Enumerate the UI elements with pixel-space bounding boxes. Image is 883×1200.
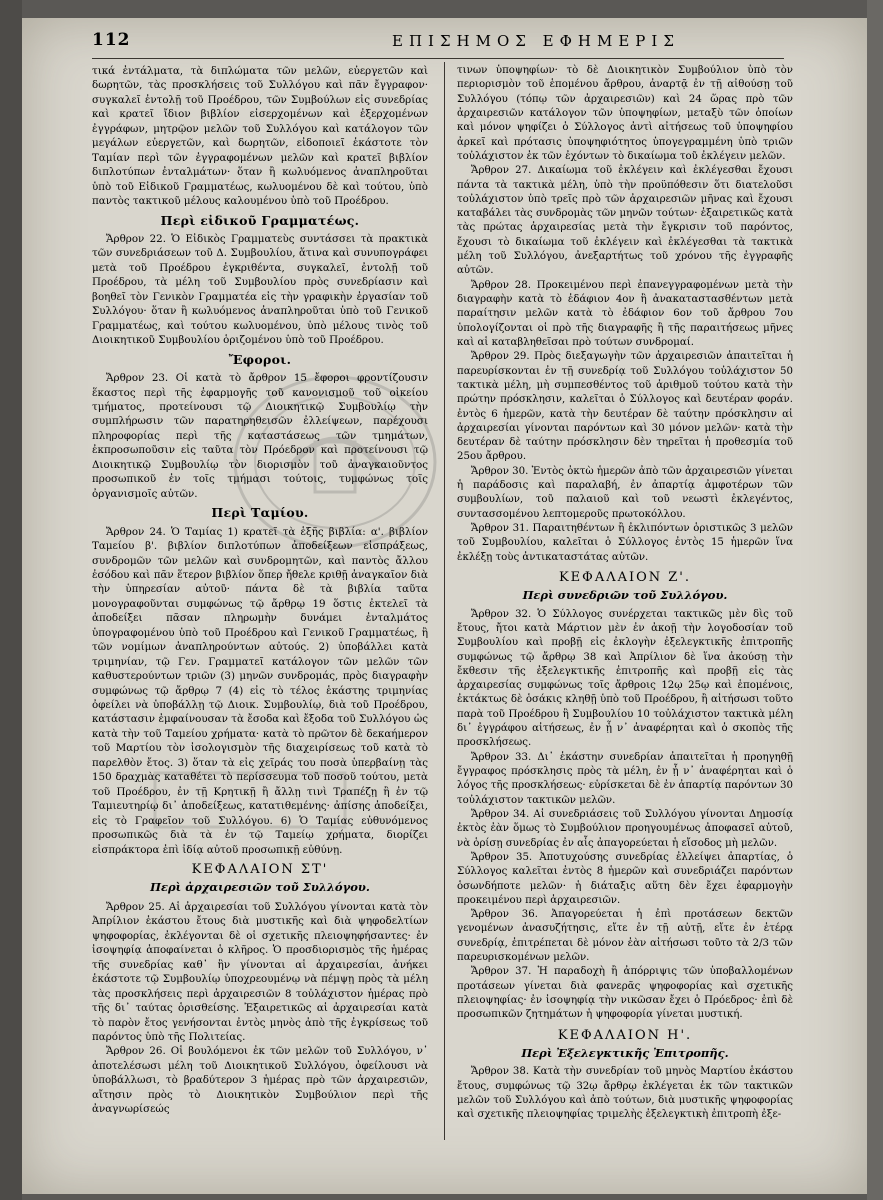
article-28: Ἄρθρον 28. Προκειμένου περὶ ἐπανεγγραφομένων μετὰ τὴν διαγραφὴν κατὰ τὸ ἐδάφιον 4ον ἢ ἀνακαταστασθέντων μετὰ παραίτησιν μελῶν κατὰ τὸ ἐδάφιον 6ον τοῦ ἄρθρου 7ου ὑπολογίζονται οἱ πρὸ τῆς διαγραφῆς ἢ τῆς παραιτήσεως μῆνες καὶ αἱ καταβληθεῖσαι πρὸ τούτων συνδρομαί. [457, 279, 793, 348]
header-rule [92, 58, 784, 59]
running-title: ΕΠΙΣΗΜΟΣ ΕΦΗΜΕΡΙΣ [392, 32, 680, 50]
chapter-heading-6: ΚΕΦΑΛΑΙΟΝ ΣΤ' [191, 862, 329, 878]
chapter-heading-8: ΚΕΦΑΛΑΙΟΝ Η'. [557, 1027, 693, 1043]
section-title-treasurer: Περὶ Ταμίου. [211, 505, 309, 521]
page-number: 112 [92, 30, 131, 50]
chapter-heading-7: ΚΕΦΑΛΑΙΟΝ Ζ'. [558, 569, 692, 585]
article-37: Ἄρθρον 37. Ἡ παραδοχὴ ἢ ἀπόρριψις τῶν ὑποβαλλομένων προτάσεων γίνεται διὰ φανερᾶς ψηφοφορίας καὶ σχετικῆς πλειοψηφίας· ἐν ἰσοψηφίᾳ τὴν νικῶσαν ἔχει ὁ Πρόεδρος· ἐπὶ δὲ προσωπικῶν ζητημάτων ἡ ψηφοφορία γίνεται μυστική. [457, 966, 793, 1021]
article-27: Ἄρθρον 27. Δικαίωμα τοῦ ἐκλέγειν καὶ ἐκλέγεσθαι ἔχουσι πάντα τὰ τακτικὰ μέλη, ὑπὸ τὴν προϋπόθεσιν ὅτι διατελοῦσι τοὐλάχιστον ὑπὸ τρεῖς πρὸ τῶν ἀρχαιρεσιῶν μῆνας καὶ ἔχουσι καταβάλει τὰς συνδρομὰς τῶν μηνῶν τούτων· ἐξαιρετικῶς κατὰ τὰς πρώτας ἀρχαιρεσίας μετὰ τὴν ἔγκρισιν τοῦ παρόντος, ἔχουσι τὸ δικαίωμα τοῦ ἐκλέγειν καὶ ἐκλέγεσθαι τὰ τακτικὰ μέλη τοῦ Συλλόγου, ἀνεξαρτήτως τοῦ χρόνου τῆς ἐγγραφῆς αὐτῶν. [457, 165, 793, 277]
section-title-elections: Περὶ ἀρχαιρεσιῶν τοῦ Συλλόγου. [150, 880, 370, 895]
section-title-meetings: Περὶ συνεδριῶν τοῦ Συλλόγου. [522, 588, 728, 603]
article-26: Ἄρθρον 26. Οἱ βουλόμενοι ἐκ τῶν μελῶν τοῦ Συλλόγου, ν᾽ ἀποτελέσωσι μέλη τοῦ Διοικητικοῦ Συλλόγου, ὀφείλουσι νὰ ὑποβάλλωσι, τὸ βραδύτερον 3 ἡμέρας πρὸ τῶν ἀρχαιρεσιῶν, αἴτησιν πρὸς τὸ Διοικητικὸν Συμβούλιον περὶ τῆς ἀναγνωρίσεώς [92, 1045, 428, 1116]
page-header [92, 30, 782, 56]
article-33: Ἄρθρον 33. Δι᾽ ἑκάστην συνεδρίαν ἀπαιτεῖται ἡ προηγηθῇ ἔγγραφος πρόσκλησις πρὸς τὰ μέλη, ἐν ᾗ ν᾽ ἀναφέρηται καὶ ὁ λόγος τῆς προσκλήσεως· εὑρίσκεται δὲ ἐν ἀπαρτίᾳ παρόντων 30 τοὐλάχιστον τακτικῶν μελῶν. [457, 751, 793, 806]
article-29: Ἄρθρον 29. Πρὸς διεξαγωγὴν τῶν ἀρχαιρεσιῶν ἀπαιτεῖται ἡ παρευρίσκονται ἐν τῇ συνεδρίᾳ τοῦ Συλλόγου τοὐλάχιστον 50 τακτικὰ μέλη, μὴ συμπεσθέντος τοῦ ἀριθμοῦ τούτου κατὰ τὴν πρώτην πρόσκλησιν, καλεῖται ὁ Σύλλογος καὶ δευτέραν φοράν. ἐντὸς 6 ἡμερῶν, κατὰ τὴν δευτέραν δὲ ταύτην πρόσκλησιν αἱ ἀρχαιρεσίαι γίνονται παρόντων καὶ 30 μόνον μελῶν· κατὰ τὴν δευτέραν δὲ ταύτην πρόσκλησιν δὲν τηρεῖται ἡ προθεσμία τοῦ 25ου ἄρθρου. [457, 351, 793, 463]
article-22: Ἄρθρον 22. Ὁ Εἰδικὸς Γραμματεὺς συντάσσει τὰ πρακτικὰ τῶν συνεδριάσεων τοῦ Δ. Συμβουλίου, ἅτινα καὶ συνυπογράφει μετὰ τοῦ Προέδρου ἐγκριθέντα, συγκαλεῖ, ἐντολῇ τοῦ Προέδρου, τὰ μέλη τοῦ Συμβουλίου πρὸς συνεδρίασιν καὶ βοηθεῖ τὸν Γενικὸν Γραμματέα εἰς τὴν γραφικὴν ἐργασίαν τοῦ Συλλόγου· ὅταν ἢ κωλυόμενος ἀναπληροῦται ὑπὸ τοῦ Γενικοῦ Γραμματέως, καὶ τούτου κωλυομένου, ὑπὸ μέλους τινὸς τοῦ Διοικητικοῦ Συμβουλίου ὁριζομένου ὑπὸ τοῦ Προέδρου. [92, 232, 428, 347]
section-title-audit-committee: Περὶ Ἐξελεγκτικῆς Ἐπιτροπῆς. [521, 1045, 729, 1060]
scan-left-edge [0, 0, 22, 1200]
paragraph-continuation: τινων ὑποψηφίων· τὸ δὲ Διοικητικὸν Συμβούλιον ὑπὸ τὸν περιορισμὸν τοῦ ἑπομένου ἄρθρου, ἀναρτᾷ ἐν τῇ αἰθούσῃ τοῦ Συλλόγου (τόπῳ τῶν ἀρχαιρεσιῶν) καὶ 24 ὥρας πρὸ τῶν ἀρχαιρεσιῶν κατάλογον τῶν ὑποψηφίων, μεταξὺ τῶν ὁποίων καὶ μόνον ψηφίζει ὁ Σύλλογος ἀντὶ αἰτήσεως τοῦ ὑποψηφίου ἀρκεῖ καὶ πρότασις ὑποψηφιότητος ὑπογεγραμμένη ὑπὸ τριῶν τοὐλάχιστον ἐκ τῶν ἐχόντων τὸ δικαίωμα τοῦ ἐκλέγειν μελῶν. [457, 65, 793, 162]
section-title-special-secretary: Περὶ εἰδικοῦ Γραμματέως. [160, 212, 360, 228]
article-23: Ἄρθρον 23. Οἱ κατὰ τὸ ἄρθρον 15 ἔφοροι φροντίζουσιν ἕκαστος περὶ τῆς ἐφαρμογῆς τοῦ κανονισμοῦ τοῦ οἰκείου τμήματος, προτείνουσι τῷ Διοικητικῷ Συμβουλίῳ τὴν συμπλήρωσιν τῶν παρατηρηθεισῶν ἐλλείψεων, παρέχουσι πληροφορίας περὶ τῆς καταστάσεως τῶν τμημάτων, ἐκπροσωποῦσιν εἰς ταῦτα τὸν Πρόεδρον καὶ προτείνουσι τῷ Διοικητικῷ Συμβουλίῳ τὸν διορισμὸν τοῦ ἀναγκαιοῦντος προσωπικοῦ ἐν τοῖς τμήμασι τούτοις, τυμφώνως τοῖς ὀργανισμοῖς αὐτῶν. [92, 372, 428, 500]
article-25: Ἄρθρον 25. Αἱ ἀρχαιρεσίαι τοῦ Συλλόγου γίνονται κατὰ τὸν Ἀπρίλιον ἑκάστου ἔτους διὰ μυστικῆς καὶ διὰ ψηφοδελτίων ψηφοφορίας, ἐκλέγονται δὲ οἱ σχετικῆς πλειοψηφήσαντες· ἐν ἰσοψηφίᾳ ἀποφαίνεται ὁ κλῆρος. Ὁ προσδιορισμὸς τῆς ἡμέρας τῆς συνεδρίας καθ᾽ ἣν γίνονται αἱ ἀρχαιρεσίαι, ἀνήκει ἑκάστοτε τῷ Συμβουλίῳ ὑποχρεουμένῳ νὰ πέμψῃ πρὸς τὰ μέλη τὰς προσκλήσεις περὶ ἀρχαιρεσιῶν 8 τοὐλάχιστον ἡμέρας πρὸ τῆς δι᾽ ταύτας ὁρισθείσης. Ἐξαιρετικῶς αἱ ἀρχαιρεσίαι κατὰ τὸ παρὸν ἔτος γενήσονται ἐντὸς μηνὸς ἀπὸ τῆς ἐγκρίσεως τοῦ παρόντος ὑπὸ τῆς Πολιτείας. [92, 900, 428, 1043]
right-column [457, 64, 793, 1123]
article-30: Ἄρθρον 30. Ἐντὸς ὀκτὼ ἡμερῶν ἀπὸ τῶν ἀρχαιρεσιῶν γίνεται ἡ παράδοσις καὶ παραλαβή, ἐν ἀπαρτίᾳ ἀμφοτέρων τῶν συμβουλίων, τοῦ παλαιοῦ καὶ τοῦ νεωστὶ ἐκλεγέντος, συντασσομένου λεπτομεροῦς πρωτοκόλλου. [457, 465, 793, 520]
left-column [92, 64, 428, 1117]
article-31: Ἄρθρον 31. Παραιτηθέντων ἢ ἐκλιπόντων ὁριστικῶς 3 μελῶν τοῦ Συμβουλίου, καλεῖται ὁ Σύλλογος ἐντὸς 15 ἡμερῶν ἵνα ἐκλέξῃ τοὺς ἀντικαταστάτας αὐτῶν. [457, 523, 793, 563]
article-24: Ἄρθρον 24. Ὁ Ταμίας 1) κρατεῖ τὰ ἑξῆς βιβλία: α'. βιβλίον Ταμείου β'. βιβλίον διπλοτύπων ἀποδείξεων εἰσπράξεως, συνδρομῶν τῶν μελῶν καὶ συνδρομητῶν, καὶ παντὸς ἄλλου ἐσόδου καὶ πᾶν ἕτερον βιβλίον ὅπερ ἤθελε κριθῇ ἀναγκαῖον διὰ τὴν ὑπηρεσίαν αὐτοῦ· πάντα δὲ τὰ βιβλία ταῦτα μονογραφοῦνται συμφώνως τῷ ἄρθρῳ 19 ὅστις ἐκτελεῖ τὰ ἀποδείξει πᾶσαν πληρωμὴν δυνάμει ἐνταλμάτος ὑπογραφομένου ὑπὸ τοῦ Προέδρου καὶ Γενικοῦ Γραμματέως, ἢ τῶν νομίμων ἀναπληρούντων αὐτούς. 2) ὑποβάλλει κατὰ τριμηνίαν, τῷ Γεν. Γραμματεῖ κατάλογον τῶν μελῶν τῶν καθυστερούντων τριῶν (3) μηνῶν συνδρομάς, πρὸς διαγραφὴν συμφώνως τῷ ἄρθρῳ 7 (4) εἰς τὸ τέλος ἑκάστης τριμηνίας ὀφείλει νὰ ὑποβάλλῃ τῷ Διοικ. Συμβουλίῳ, διὰ τοῦ Προέδρου, κατάστασιν ἐμφαίνουσαν τὰ ἔσοδα καὶ ἔξοδα τοῦ Συλλόγου ὡς κατὰ τὴν τοῦ Ταμείου χρήματα· κατὰ τὸ πρῶτον δὲ δεκαήμερον τοῦ Μαρτίου τὸν ἰσολογισμὸν τῆς διαχειρίσεως τοῦ κατὰ τὸ παρελθὸν ἔτος. 3) ὅταν τὰ εἰς χεῖράς του ποσὰ ὑπερβαίνῃ τὰς 150 δραχμὰς καταθέτει τὸ περίσσευμα τοῦ ποσοῦ τούτου, μετὰ τοῦ Προέδρου, ἐν τῇ Κρητικῇ ἢ ἄλλῃ τινὶ Τραπέζῃ ἢ ἐν τῷ Ταμιευτηρίῳ δι᾽ ἀποδείξεως, κατατιθεμένης· ἀπίσης ἀποδείξει, εἰς τὸ Γραφεῖον τοῦ Συλλόγου. 6) Ὁ Ταμίας εὐθυνόμενος προσωπικῶς διὰ τὰ ἐν τῷ Ταμείῳ χρήματα, διορίζει εἰσπράκτορα ἐπὶ ἰδίᾳ αὐτοῦ προσωπικῇ εὐθύνῃ. [92, 525, 428, 856]
article-32: Ἄρθρον 32. Ὁ Σύλλογος συνέρχεται τακτικῶς μὲν δὶς τοῦ ἔτους, ἤτοι κατὰ Μάρτιον μὲν ἐν ἀκοῇ τὴν λογοδοσίαν τοῦ Συμβουλίου καὶ προβῇ εἰς ἐκλογὴν ἐξελεγκτικῆς ἐπιτροπῆς συμφώνως τῷ ἄρθρῳ 38 καὶ Ἀπρίλιον δὲ ἵνα ἀκούσῃ τὴν ἔκθεσιν τῆς ἐξελεγκτικῆς ἐπιτροπῆς καὶ προβῇ εἰς τὰς ἀρχαιρεσίας συμφώνως τοῖς ἄρθροις 12ῳ 25ῳ καὶ ἑπομένοις, ἐκτάκτως δὲ ὁσάκις κληθῇ ὑπὸ τοῦ Προέδρου, ἢ αἰτήσωσι τοῦτο παρὰ τοῦ Προέδρου ἢ Συμβουλίου 10 τοὐλάχιστον τακτικὰ μέλη δι᾽ ἐγγράφου αἰτήσεως, ἐν ᾗ ν᾽ ἀναφέρηται καὶ ὁ σκοπὸς τῆς προσκλήσεως. [457, 608, 793, 749]
column-divider [444, 62, 445, 1140]
article-34: Ἄρθρον 34. Αἱ συνεδριάσεις τοῦ Συλλόγου γίνονται Δημοσίᾳ ἐκτὸς ἐὰν ὅμως τὸ Συμβούλιον προηγουμένως ἀποφασεῖ αὐτοῦ, νὰ ὁρίσῃ συνεδρίας ἐν αἷς ἀπαγορεύεται ἡ εἴσοδος μὴ μελῶν. [457, 808, 793, 849]
article-36: Ἄρθρον 36. Ἀπαγορεύεται ἡ ἐπὶ προτάσεων δεκτῶν γενομένων ἀνασυζήτησις, εἴτε ἐν τῇ αὐτῇ, εἴτε ἐν ἑτέρᾳ συνεδρίᾳ, ἐπιτρέπεται δὲ μόνον ἐὰν αἰτήσωσι τοῦτο τὰ 2/3 τῶν παρευρισκομένων μελῶν. [457, 909, 793, 964]
article-35: Ἄρθρον 35. Ἀποτυχούσης συνεδρίας ἐλλείψει ἀπαρτίας, ὁ Σύλλογος καλεῖται ἐντὸς 8 ἡμερῶν καὶ συνεδριάζει παρόντων ὁσωνδήποτε μελῶν· ἡ διάταξις αὕτη δὲν ἔχει ἐφαρμογὴν προκειμένου περὶ ἀρχαιρεσιῶν. [457, 851, 793, 906]
section-title-ephors: Ἔφοροι. [228, 351, 292, 367]
paragraph-intro: τικά ἐντάλματα, τὰ διπλώματα τῶν μελῶν, εὐεργετῶν καὶ δωρητῶν, τὰς προσκλήσεις τοῦ Συλλόγου καὶ πᾶν ἔγγραφον· συγκαλεῖ ἐντολῇ τοῦ Προέδρου, τῶν Συμβούλων εἰς συνεδρίας καὶ κρατεῖ ἴδιον βιβλίον εἰσερχομένων καὶ ἐξερχομένων ἐγγράφων, μητρῷον μελῶν τοῦ Συλλόγου καὶ κατάλογον τῶν μεγάλων εὐεργετῶν, καὶ δωρητῶν, εἰδοποιεῖ ἑκάστοτε τὸν Ταμίαν περὶ τῶν ἐγγραφομένων μελῶν καὶ κρατεῖ βιβλίον διπλοτύπων ἐνταλμάτων· ὅταν ἢ κωλυόμενος ἀναπληροῦται ὑπὸ τοῦ Εἰδικοῦ Γραμματέως, κωλυομένου δὲ καὶ τούτου, ὑπὸ παντὸς τακτικοῦ μέλους καλουμένου ὑπὸ τοῦ Προέδρου. [92, 65, 428, 208]
article-38: Ἄρθρον 38. Κατὰ τὴν συνεδρίαν τοῦ μηνὸς Μαρτίου ἑκάστου ἔτους, συμφώνως τῷ 32ῳ ἄρθρῳ ἐκλέγεται ἐκ τῶν τακτικῶν μελῶν τοῦ Συλλόγου καὶ ἀπὸ τούτων, διὰ μυστικῆς ψηφοφορίας καὶ σχετικῆς πλειοψηφίας τριμελὴς ἐξελεγκτικὴ ἐπιτροπὴ ἐξε- [457, 1066, 793, 1121]
scan-right-edge [867, 0, 883, 1200]
